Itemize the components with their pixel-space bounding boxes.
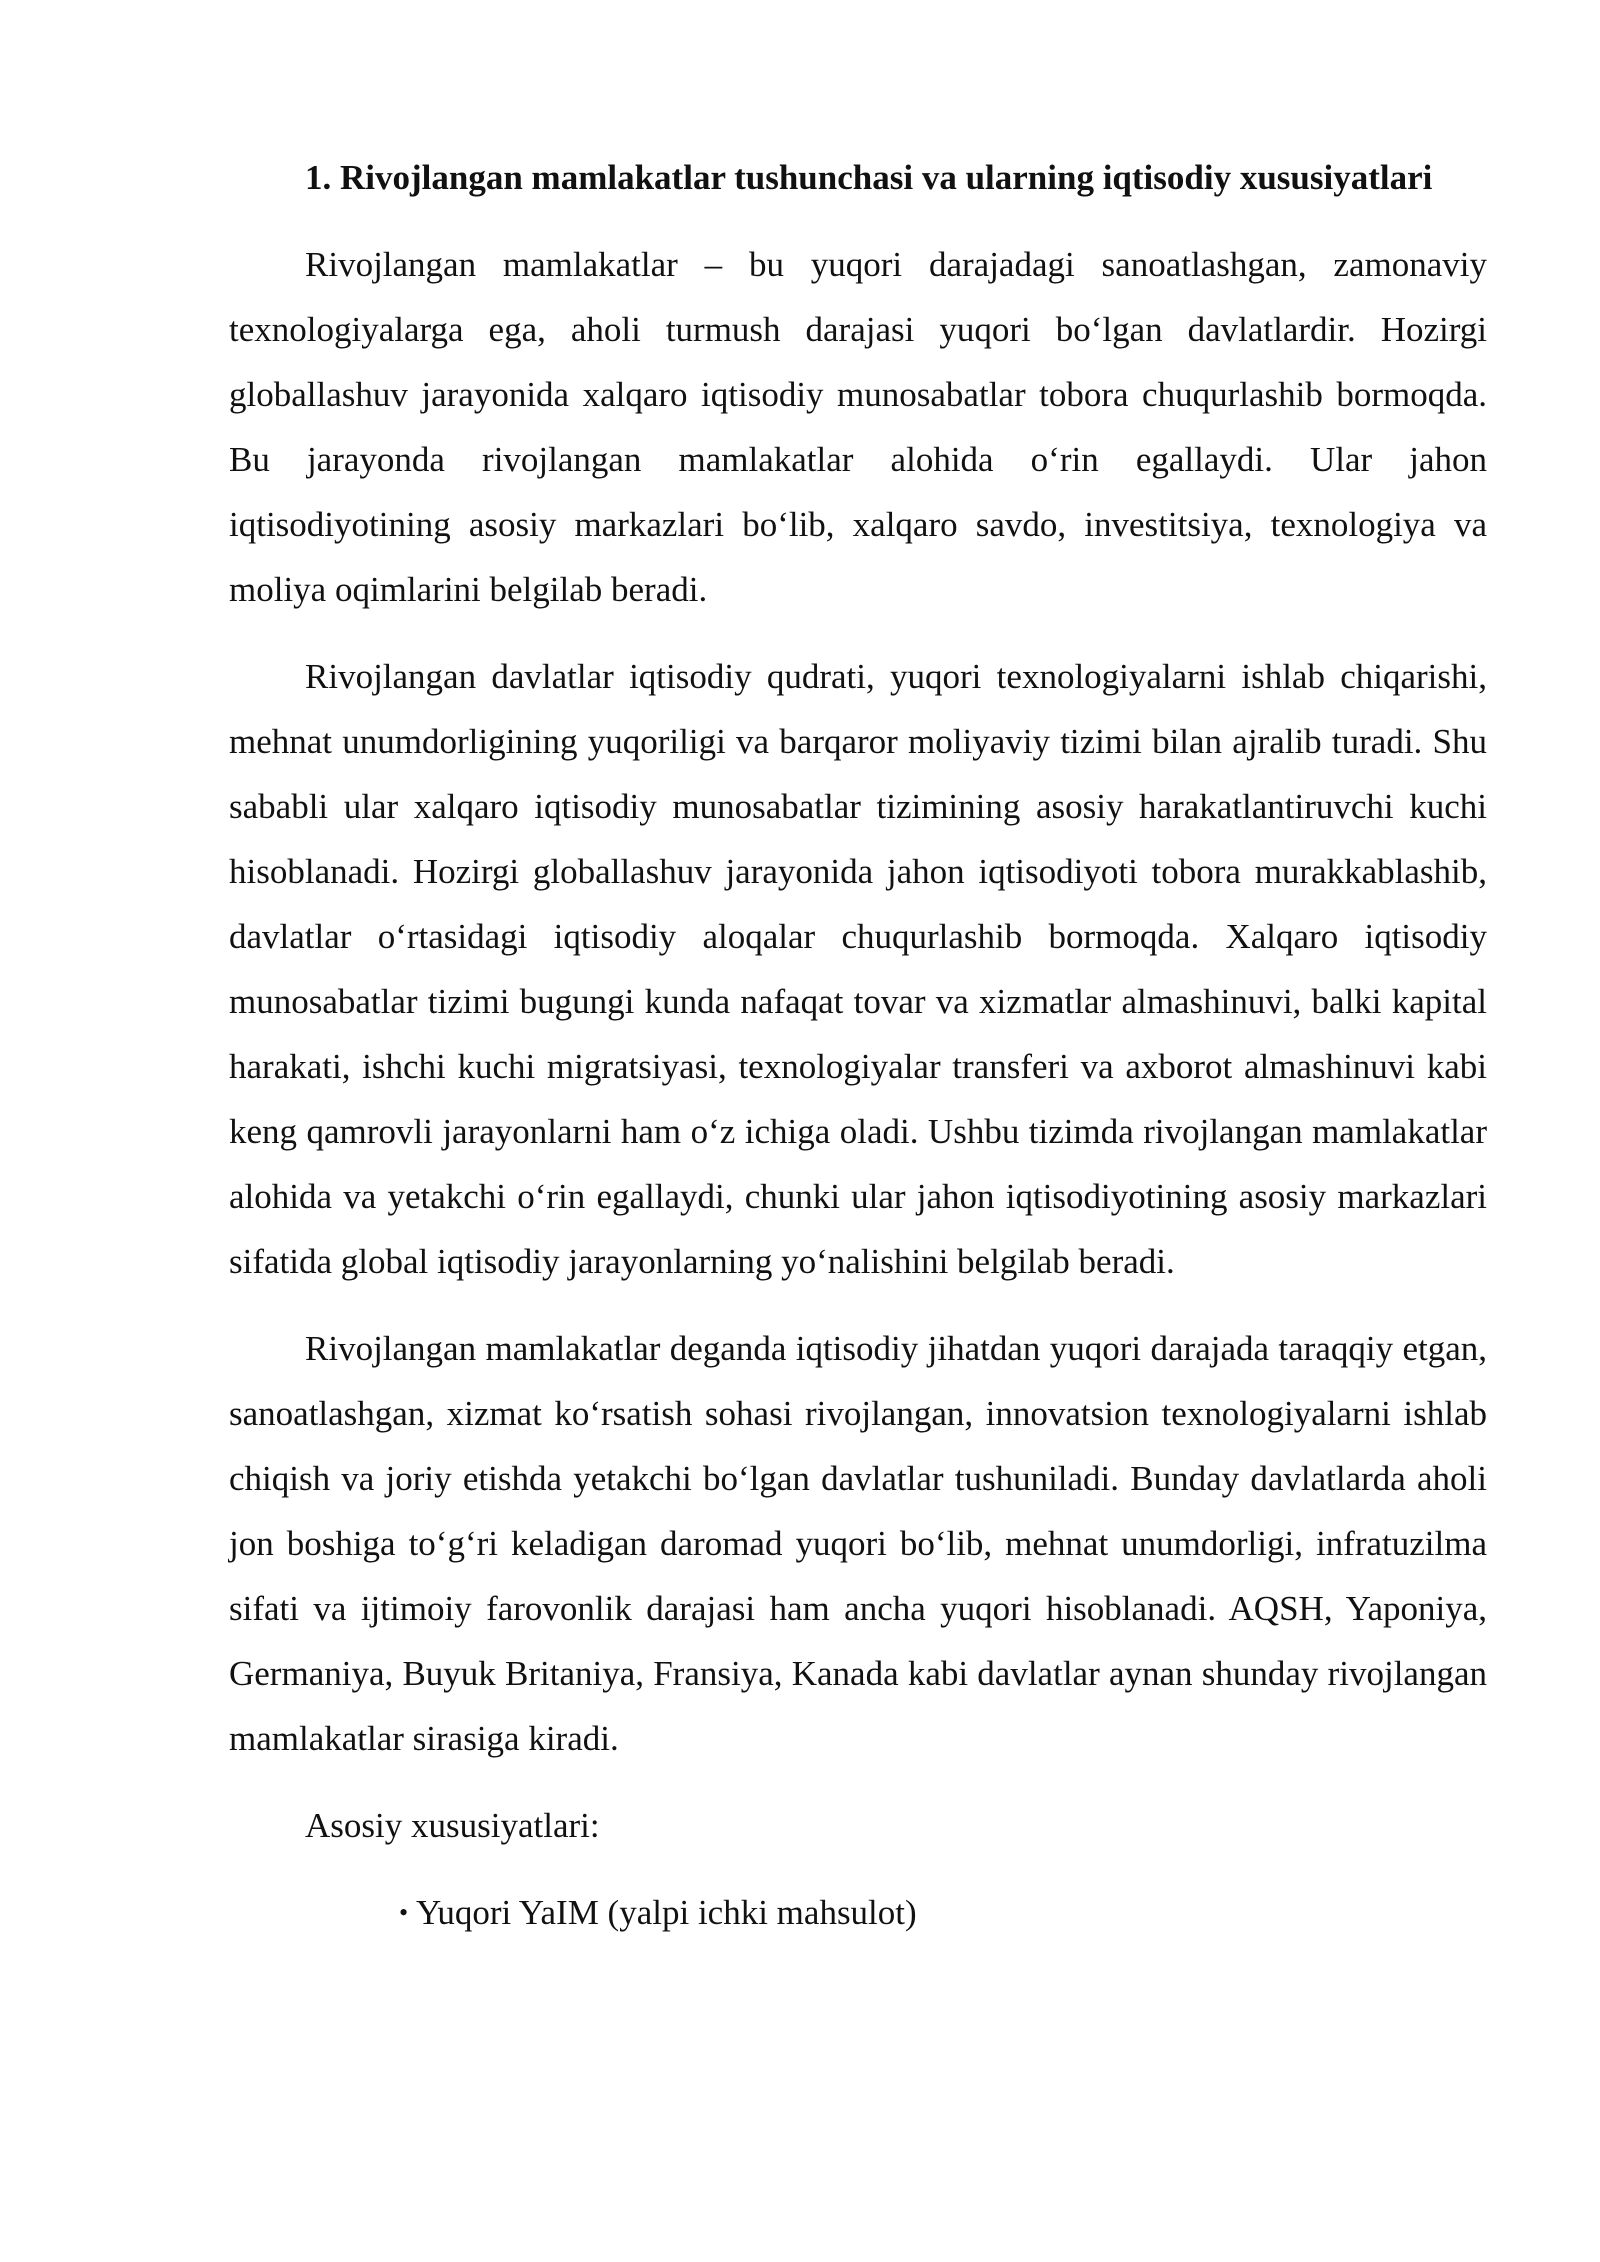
- paragraph-2: Rivojlangan davlatlar iqtisodiy qudrati, yuqori texnologiyalarni ishlab chiqarishi, mehnat unumdorligining yuqoriligi va barqaror moliyaviy tizimi bilan ajralib turadi. Shu sababli ular xalqaro iqtisodiy munosabatlar tizimining asosiy harakatlantiruvchi kuchi hisoblanadi. Hozirgi globallashuv jarayonida jahon iqtisodiyoti tobora murakkablashib, davlatlar o‘rtasidagi iqtisodiy aloqalar chuqurlashib bormoqda. Xalqaro iqtisodiy munosabatlar tizimi bugungi kunda nafaqat tovar va xizmatlar almashinuvi, balki kapital harakati, ishchi kuchi migratsiyasi, texnologiyalar transferi va axborot almashinuvi kabi keng qamrovli jarayonlarni ham o‘z ichiga oladi. Ushbu tizimda rivojlangan mamlakatlar alohida va yetakchi o‘rin egallaydi, chunki ular jahon iqtisodiyotining asosiy markazlari sifatida global iqtisodiy jarayonlarning yo‘nalishini belgilab beradi.: [229, 657, 1487, 1281]
- features-list: [229, 1880, 1487, 1945]
- bullet-icon: •: [399, 1898, 409, 1927]
- section-heading: 1. Rivojlangan mamlakatlar tushunchasi va ularning iqtisodiy xususiyatlari: [305, 158, 1433, 197]
- paragraph-3: Rivojlangan mamlakatlar deganda iqtisodiy jihatdan yuqori darajada taraqqiy etgan, sanoatlashgan, xizmat ko‘rsatish sohasi rivojlangan, innovatsion texnologiyalarni ishlab chiqish va joriy etishda yetakchi bo‘lgan davlatlar tushuniladi. Bunday davlatlarda aholi jon boshiga to‘g‘ri keladigan daromad yuqori bo‘lib, mehnat unumdorligi, infratuzilma sifati va ijtimoiy farovonlik darajasi ham ancha yuqori hisoblanadi. AQSH, Yaponiya, Germaniya, Buyuk Britaniya, Fransiya, Kanada kabi davlatlar aynan shunday rivojlangan mamlakatlar sirasiga kiradi.: [229, 1329, 1487, 1758]
- list-intro: Asosiy xususiyatlari:: [305, 1806, 600, 1845]
- list-item: [399, 1880, 1487, 1945]
- document-body: [229, 145, 1487, 1945]
- paragraph-1: Rivojlangan mamlakatlar – bu yuqori darajadagi sanoatlashgan, zamonaviy texnologiyalarga ega, aholi turmush darajasi yuqori bo‘lgan davlatlardir. Hozirgi globallashuv jarayonida xalqaro iqtisodiy munosabatlar tobora chuqurlashib bormoqda. Bu jarayonda rivojlangan mamlakatlar alohida o‘rin egallaydi. Ular jahon iqtisodiyotining asosiy markazlari bo‘lib, xalqaro savdo, investitsiya, texnologiya va moliya oqimlarini belgilab beradi.: [229, 245, 1487, 609]
- list-item-text: Yuqori YaIM (yalpi ichki mahsulot): [416, 1893, 917, 1932]
